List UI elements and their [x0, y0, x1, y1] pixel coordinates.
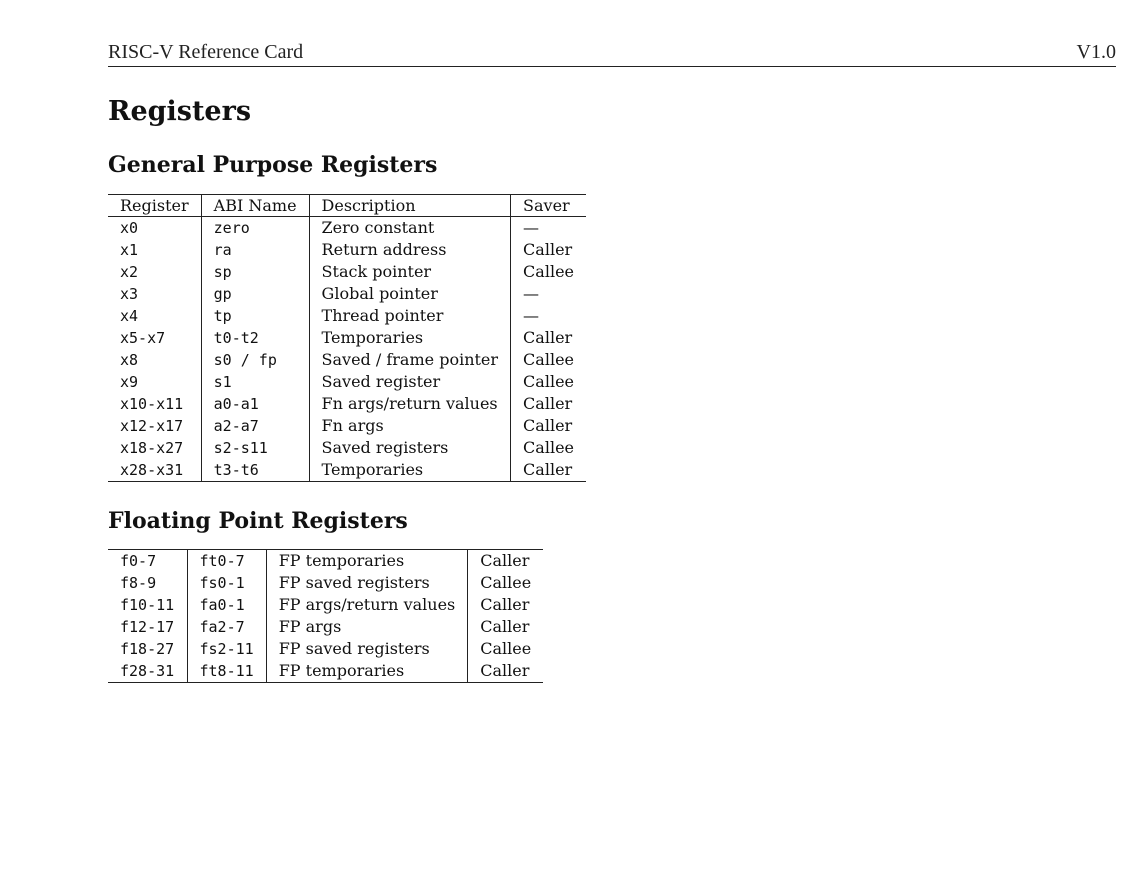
abi-name-cell: ft0-7	[187, 550, 266, 573]
register-cell: f8-9	[120, 574, 157, 592]
description-cell: Global pointer	[309, 283, 511, 305]
saver-cell: Callee	[511, 371, 586, 393]
saver-cell: —	[511, 305, 586, 327]
table-row	[108, 261, 586, 283]
saver-cell: Callee	[468, 638, 543, 660]
abi-name-cell: fa2-7	[187, 616, 266, 638]
register-cell: f12-17	[120, 618, 175, 636]
saver-cell: —	[511, 217, 586, 240]
description-cell: Temporaries	[309, 459, 511, 482]
description-cell: Temporaries	[309, 327, 511, 349]
abi-name-cell: tp	[201, 305, 309, 327]
register-cell: f18-27	[120, 640, 175, 658]
table-row	[108, 437, 586, 459]
header-version: V1.0	[1076, 41, 1116, 63]
abi-name-cell: s1	[201, 371, 309, 393]
register-cell: x9	[120, 373, 139, 391]
description-cell: Saved / frame pointer	[309, 349, 511, 371]
table-row	[108, 459, 586, 482]
description-cell: Saved register	[309, 371, 511, 393]
register-cell: f10-11	[120, 596, 175, 614]
description-cell: FP saved registers	[266, 638, 468, 660]
table-row	[108, 239, 586, 261]
table-row	[108, 283, 586, 305]
description-cell: Thread pointer	[309, 305, 511, 327]
register-cell: x5-x7	[120, 329, 166, 347]
abi-name-cell: fs2-11	[187, 638, 266, 660]
table-row	[108, 638, 543, 660]
table-row	[108, 616, 543, 638]
table-row	[108, 572, 543, 594]
description-cell: FP saved registers	[266, 572, 468, 594]
table-row	[108, 415, 586, 437]
abi-name-cell: a0-a1	[201, 393, 309, 415]
abi-name-cell: a2-a7	[201, 415, 309, 437]
description-cell: FP args/return values	[266, 594, 468, 616]
abi-name-cell: gp	[201, 283, 309, 305]
register-cell: x3	[120, 285, 139, 303]
saver-cell: Caller	[511, 393, 586, 415]
table-row	[108, 393, 586, 415]
saver-cell: Caller	[468, 594, 543, 616]
description-cell: Return address	[309, 239, 511, 261]
register-cell: x12-x17	[120, 417, 184, 435]
table-row	[108, 217, 586, 240]
fpr-heading: Floating Point Registers	[108, 508, 408, 534]
abi-name-cell: zero	[201, 217, 309, 240]
table-row	[108, 371, 586, 393]
table-row	[108, 660, 543, 683]
description-cell: FP temporaries	[266, 660, 468, 683]
register-cell: x28-x31	[120, 461, 184, 479]
saver-cell: Caller	[511, 415, 586, 437]
saver-cell: Callee	[511, 349, 586, 371]
abi-name-cell: t3-t6	[201, 459, 309, 482]
saver-cell: Caller	[511, 239, 586, 261]
saver-cell: Caller	[468, 616, 543, 638]
fpr-table	[108, 549, 543, 683]
description-cell: Stack pointer	[309, 261, 511, 283]
header-title: RISC-V Reference Card	[108, 41, 304, 63]
abi-name-cell: fa0-1	[187, 594, 266, 616]
register-cell: x10-x11	[120, 395, 184, 413]
description-cell: Fn args	[309, 415, 511, 437]
abi-name-cell: ft8-11	[187, 660, 266, 683]
description-cell: Saved registers	[309, 437, 511, 459]
saver-cell: —	[511, 283, 586, 305]
saver-cell: Caller	[468, 660, 543, 683]
register-cell: x8	[120, 351, 139, 369]
saver-cell: Caller	[511, 459, 586, 482]
abi-name-cell: fs0-1	[187, 572, 266, 594]
abi-name-cell: s2-s11	[201, 437, 309, 459]
saver-cell: Callee	[511, 261, 586, 283]
saver-cell: Caller	[511, 327, 586, 349]
register-cell: x1	[120, 241, 139, 259]
register-cell: f28-31	[120, 662, 175, 680]
register-cell: x4	[120, 307, 139, 325]
abi-name-cell: sp	[201, 261, 309, 283]
gpr-heading: General Purpose Registers	[108, 152, 438, 178]
col-header-description: Description	[309, 195, 511, 217]
description-cell: FP temporaries	[266, 550, 468, 573]
table-row	[108, 349, 586, 371]
register-cell: x2	[120, 263, 139, 281]
page-header	[108, 39, 1116, 67]
saver-cell: Callee	[468, 572, 543, 594]
abi-name-cell: ra	[201, 239, 309, 261]
col-header-abi-name: ABI Name	[201, 195, 309, 217]
abi-name-cell: s0 / fp	[201, 349, 309, 371]
gpr-header-row	[108, 195, 586, 217]
table-row	[108, 305, 586, 327]
page-title: Registers	[108, 96, 252, 127]
register-cell: f0-7	[120, 552, 157, 570]
description-cell: FP args	[266, 616, 468, 638]
description-cell: Fn args/return values	[309, 393, 511, 415]
saver-cell: Callee	[511, 437, 586, 459]
table-row	[108, 594, 543, 616]
table-row	[108, 327, 586, 349]
description-cell: Zero constant	[309, 217, 511, 240]
saver-cell: Caller	[468, 550, 543, 573]
col-header-register: Register	[108, 195, 201, 217]
abi-name-cell: t0-t2	[201, 327, 309, 349]
register-cell: x18-x27	[120, 439, 184, 457]
table-row	[108, 550, 543, 573]
register-cell: x0	[120, 219, 139, 237]
gpr-table	[108, 194, 586, 482]
col-header-saver: Saver	[511, 195, 586, 217]
